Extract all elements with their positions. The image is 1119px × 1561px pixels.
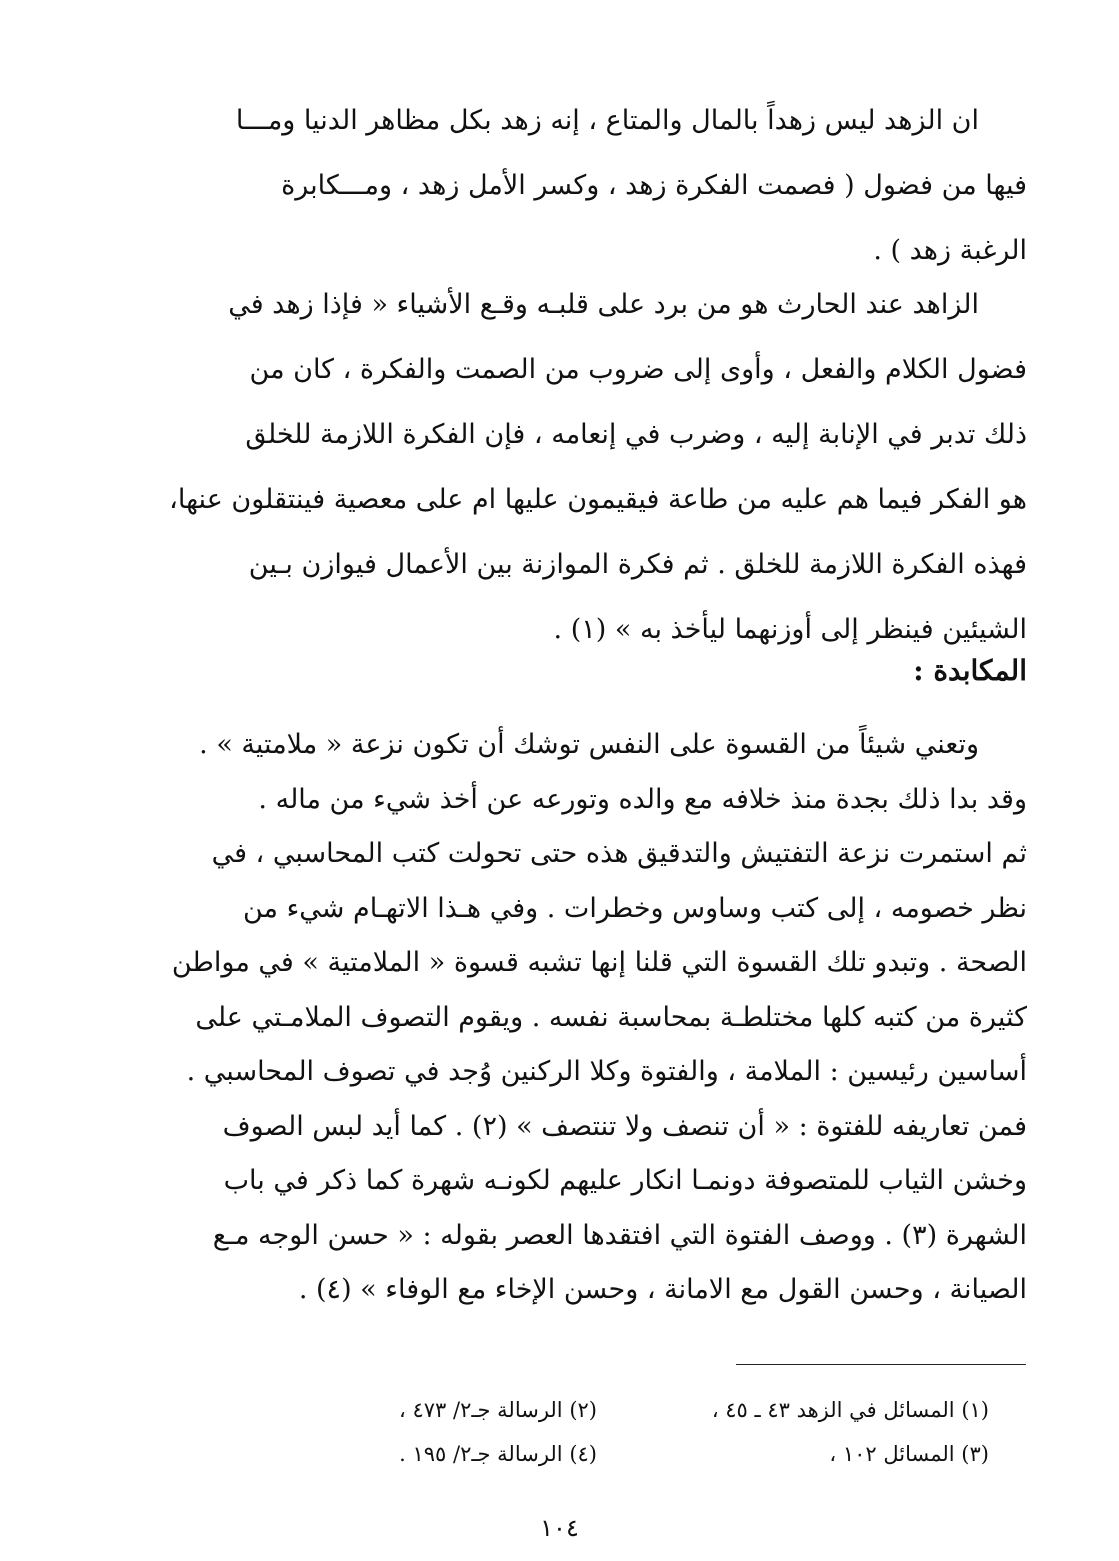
page-number: ١٠٤ xyxy=(540,1514,579,1542)
text-line: الصحة . وتبدو تلك القسوة التي قلنا إنها تشبه قسوة « الملامتية » في مواطن xyxy=(171,947,1027,978)
text-line: نظر خصومه ، إلى كتب وساوس وخطرات . وفي هـذا الاتهـام شيء من xyxy=(243,892,1027,924)
footnotes xyxy=(267,1388,989,1476)
text-line: ثم استمرت نزعة التفتيش والتدقيق هذه حتى تحولت كتب المحاسبي ، في xyxy=(211,838,1027,869)
paragraph-zuhd xyxy=(97,88,1027,283)
text-line: فيها من فضول ( فصمت الفكرة زهد ، وكسر الأمل زهد ، ومـــكابرة xyxy=(281,170,1027,201)
text-line: الصيانة ، وحسن القول مع الامانة ، وحسن الإخاء مع الوفاء » (٤) . xyxy=(298,1274,1027,1305)
footnote-row xyxy=(267,1432,989,1476)
footnote-3: (٣) المسائل ١٠٢ ، xyxy=(829,1442,989,1466)
paragraph-mukabada xyxy=(97,718,1027,1318)
text-line: وتعني شيئاً من القسوة على النفس توشك أن تكون نزعة « ملامتية » . xyxy=(199,729,979,760)
footnote-row xyxy=(267,1388,989,1432)
text-line: ان الزهد ليس زهداً بالمال والمتاع ، إنه زهد بكل مظاهر الدنيا ومـــا xyxy=(235,105,979,136)
footnote-1: (١) المسائل في الزهد ٤٣ ـ ٤٥ ، xyxy=(711,1398,989,1422)
text-line: أساسين رئيسين : الملامة ، والفتوة وكلا الركنين وُجد في تصوف المحاسبي . xyxy=(186,1056,1027,1087)
text-line: فمن تعاريفه للفتوة : « أن تنصف ولا تنتصف » (٢) . كما أيد لبس الصوف xyxy=(222,1110,1027,1142)
text-line: الشيئين فينظر إلى أوزنهما ليأخذ به » (١) . xyxy=(553,614,1027,645)
section-heading: المكابدة : xyxy=(913,654,1027,687)
text-line: ذلك تدبر في الإنابة إليه ، وضرب في إنعامه ، فإن الفكرة اللازمة للخلق xyxy=(245,419,1027,450)
text-line: وخشن الثياب للمتصوفة دونمـا انكار عليهم لكونـه شهرة كما ذكر في باب xyxy=(223,1165,1027,1196)
text-line: كثيرة من كتبه كلها مختلطـة بمحاسبة نفسه . ويقوم التصوف الملامـتي على xyxy=(195,1001,1027,1033)
text-line: وقد بدا ذلك بجدة منذ خلافه مع والده وتورعه عن أخذ شيء من ماله . xyxy=(258,783,1027,815)
text-line: الرغبة زهد ) . xyxy=(873,235,1027,266)
footnote-4: (٤) الرسالة جـ٢/ ١٩٥ . xyxy=(399,1442,597,1466)
text-line: فهذه الفكرة اللازمة للخلق . ثم فكرة الموازنة بين الأعمال فيوازن بـين xyxy=(248,549,1027,580)
text-line: هو الفكر فيما هم عليه من طاعة فيقيمون عليها ام على معصية فينتقلون عنها، xyxy=(169,484,1027,515)
footnote-2: (٢) الرسالة جـ٢/ ٤٧٣ ، xyxy=(399,1398,597,1422)
footnote-divider xyxy=(736,1364,1026,1365)
text-line: فضول الكلام والفعل ، وأوى إلى ضروب من الصمت والفكرة ، كان من xyxy=(249,354,1027,385)
paragraph-zahid xyxy=(97,272,1027,662)
text-line: الشهرة (٣) . ووصف الفتوة التي افتقدها العصر بقوله : « حسن الوجه مـع xyxy=(212,1219,1027,1251)
text-line: الزاهد عند الحارث هو من برد على قلبـه وقـع الأشياء « فإذا زهد في xyxy=(228,289,979,320)
